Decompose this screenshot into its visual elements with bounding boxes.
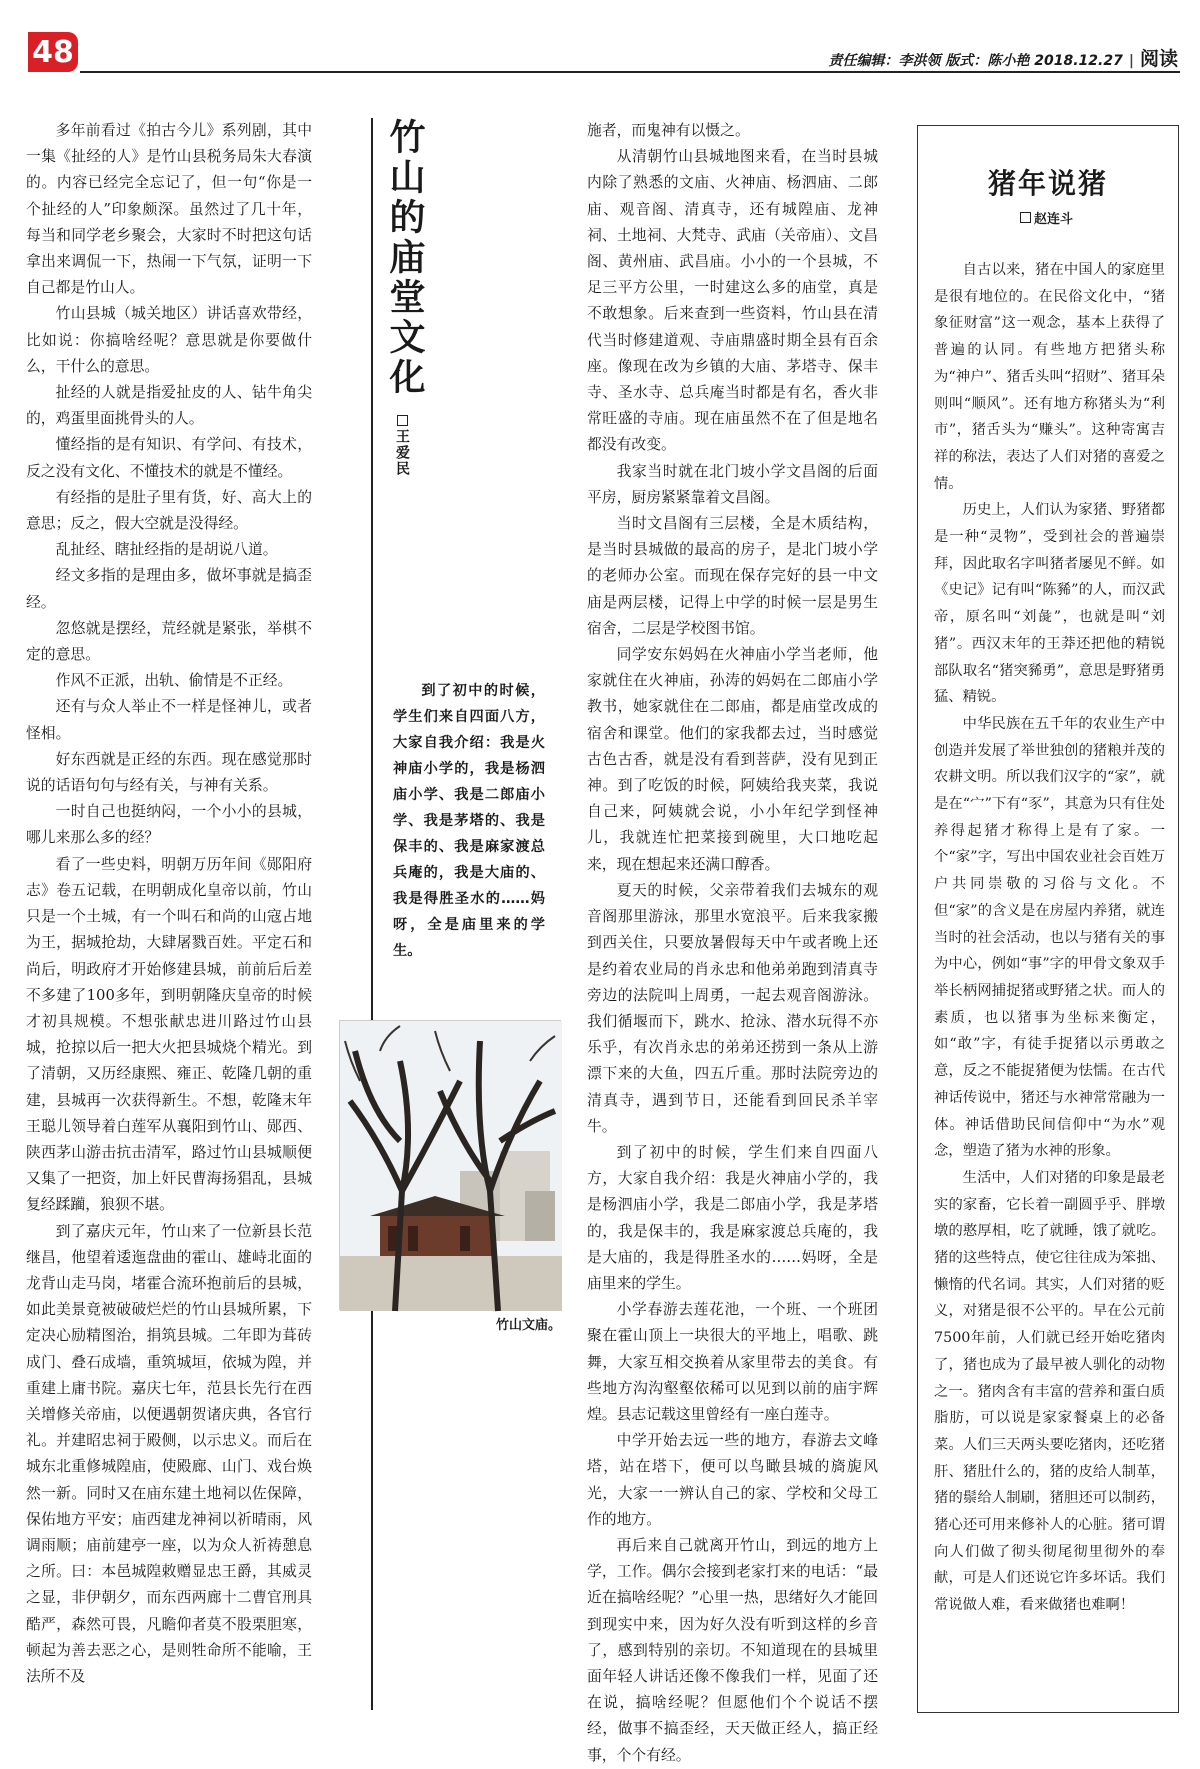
article-author-name: 王爱民 — [394, 429, 410, 477]
page-number-badge: 48 — [28, 32, 78, 72]
editor-line: 责任编辑：李洪领 版式：陈小艳 2018.12.27 — [828, 53, 1123, 69]
sidebar-author — [1020, 208, 1073, 227]
paragraph: 中学开始去远一些的地方，春游去文峰塔，站在塔下，便可以鸟瞰县城的旖旎风光，大家一一辨认自己的家、学校和父母工作的地方。 — [587, 1432, 878, 1528]
pull-quote — [393, 678, 545, 964]
paragraph: 施者，而鬼神有以慑之。 — [587, 122, 750, 139]
article-title: 竹山的庙堂文化 — [384, 118, 425, 398]
paragraph: 到了初中的时候，学生们来自四面八方，大家自我介绍：我是火神庙小学的，我是杨泗庙小学，我是二郎庙小学，我是茅塔的，我是保丰的，我是麻家渡总兵庵的，我是大庙的，我是得胜圣水的……妈呀，全是庙里来的学生。 — [587, 1143, 878, 1292]
masthead — [829, 44, 1178, 71]
photo-caption: 竹山文庙。 — [496, 1318, 562, 1333]
paragraph: 我家当时就在北门坡小学文昌阁的后面平房，厨房紧紧靠着文昌阁。 — [587, 462, 878, 506]
paragraph: 好东西就是正经的东西。现在感觉那时说的话语句句与经有关，与神有关系。 — [26, 750, 312, 795]
paragraph: 懂经指的是有知识、有学问、有技术，反之没有文化、不懂技术的就是不懂经。 — [26, 436, 312, 480]
header-rule — [80, 71, 1180, 73]
paragraph: 当时文昌阁有三层楼，全是木质结构，是当时县城做的最高的房子，是北门坡小学的老师办公室。而现在保存完好的县一中文庙是两层楼，记得上中学的时候一层是男生宿舍，二层是学校图书馆。 — [587, 515, 878, 637]
paragraph: 历史上，人们认为家猪、野猪都是一种“灵物”，受到社会的普遍崇拜，因此取名字叫猪者屡见不鲜。如《史记》记有叫“陈豨”的人，而汉武帝，原名叫“刘彘”，也就是叫“刘猪”。西汉末年的王莽还把他的精锐部队取名“猪突豨勇”，意思是野猪勇猛、精锐。 — [934, 502, 1165, 706]
sidebar-author-name: 赵连斗 — [1034, 212, 1074, 227]
paragraph: 从清朝竹山县城地图来看，在当时县城内除了熟悉的文庙、火神庙、杨泗庙、二郎庙、观音阁、清真寺，还有城隍庙、龙神祠、土地祠、大梵寺、武庙（关帝庙）、文昌阁、黄州庙、武昌庙。小小的一个县城，不足三平方公里，一时建这么多的庙堂，真是不敢想象。后来查到一些资料，竹山县在清代当时修建道观、寺庙鼎盛时期全县有百余座。像现在改为乡镇的大庙、茅塔寺、保丰寺、圣水寺、总兵庵当时都是有名，香火非常旺盛的寺庙。现在庙虽然不在了但是地名都没有改变。 — [587, 148, 878, 454]
temple-photo-illustration — [340, 1021, 562, 1311]
paragraph: 经文多指的是理由多，做坏事就是搞歪经。 — [26, 567, 312, 611]
paragraph: 夏天的时候，父亲带着我们去城东的观音阁那里游泳，那里水宽浪平。后来我家搬到西关住，只要放暑假每天中午或者晚上还是约着农业局的肖永忠和他弟弟跑到清真寺旁边的法院叫上周勇，一起去观音阁游泳。我们循堰而下，跳水、抢泳、潜水玩得不亦乐乎，有次肖永忠的弟弟还捞到一条从上游漂下来的大鱼，四五斤重。那时法院旁边的清真寺，遇到节日，还能看到回民杀羊宰牛。 — [587, 881, 878, 1135]
paragraph: 看了一些史料，明朝万历年间《郧阳府志》卷五记载，在明朝成化皇帝以前，竹山只是一个土城，有一个叫石和尚的山寇占地为王，据城抢劫，大肆屠戮百姓。平定石和尚后，明政府才开始修建县城，前前后后差不多建了100多年，到明朝隆庆皇帝的时候才初具规模。不想张献忠进川路过竹山县城，抢掠以后一把大火把县城烧个精光。到了清朝，又历经康熙、雍正、乾隆几朝的重建，县城再一次获得新生。不想，乾隆末年王聪儿领导着白莲军从襄阳到竹山、郧西、陕西茅山游击抗击清军，路过竹山县城顺便又集了一把资，加上奸民曹海扬猖乱，县城复经蹂躏，狼狈不堪。 — [26, 855, 312, 1214]
paragraph: 作风不正派，出轨、偷情是不正经。 — [55, 672, 293, 690]
paragraph: 扯经的人就是指爱扯皮的人、钻牛角尖的，鸡蛋里面挑骨头的人。 — [26, 384, 312, 428]
title-rule — [371, 118, 373, 1710]
author-box-icon — [1020, 212, 1031, 223]
paragraph: 一时自己也挺纳闷，一个小小的县城，哪儿来那么多的经？ — [26, 803, 312, 847]
author-box-icon — [397, 415, 408, 426]
sidebar-title: 猪年说猪 — [987, 167, 1108, 200]
paragraph: 竹山县城（城关地区）讲话喜欢带经，比如说：你搞啥经呢？意思就是你要做什么，干什么的意思。 — [26, 305, 312, 375]
article-title-block — [383, 118, 425, 398]
masthead-separator: | — [1128, 53, 1134, 69]
paragraph: 小学春游去莲花池，一个班、一个班团聚在霍山顶上一块很大的平地上，唱歌、跳舞，大家互相交换着从家里带去的美食。有些地方沟沟壑壑依稀可以见到以前的庙宇辉煌。县志记载这里曾经有一座白莲寺。 — [587, 1301, 878, 1423]
article-column-1 — [26, 118, 312, 1710]
section-name: 阅读 — [1139, 48, 1178, 70]
paragraph: 还有与众人举止不一样是怪神儿，或者怪相。 — [26, 698, 312, 742]
paragraph: 到了嘉庆元年，竹山来了一位新县长范继昌，他望着逶迤盘曲的霍山、雄峙北面的龙背山走马岗，堵霍合流环抱前后的县城，如此美景竟被破破烂烂的竹山县城所累，下定决心励精图治，捐筑县城。二年即为葺砖成门、叠石成墙，重筑城垣，依城为隍，并重建上庸书院。嘉庆七年，范县长先行在西关增修关帝庙，以便遇朝贺诸庆典，各官行礼。并建昭忠祠于殿侧，以示忠义。而后在城东北重修城隍庙，使殿廊、山门、戏台焕然一新。同时又在庙东建土地祠以佐保障，保佑地方平安；庙西建龙神祠以祈晴雨，风调雨顺；庙前建亭一座，以为众人祈祷憩息之所。曰：本邑城隍敕赠显忠王爵，其威灵之显，非伊朝夕，而东西两廊十二曹官刑具酷严，森然可畏，凡瞻仰者莫不股栗胆寒，顿起为善去恶之心，是则牲命所不能喻，王法所不及 — [26, 1222, 312, 1685]
paragraph: 生活中，人们对猪的印象是最老实的家畜，它长着一副圆乎乎、胖墩墩的憨厚相，吃了就睡，饿了就吃。猪的这些特点，使它往往成为笨拙、懒惰的代名词。其实，人们对猪的贬义，对猪是很不公平的。早在公元前7500年前，人们就已经开始吃猪肉了，猪也成为了最早被人驯化的动物之一。猪肉含有丰富的营养和蛋白质脂肪，可以说是家家餐桌上的必备菜。人们三天两头要吃猪肉，还吃猪肝、猪肚什么的，猪的皮给人制革，猪的鬃给人制刷，猪胆还可以制药，猪心还可用来修补人的心脏。猪可谓向人们做了彻头彻尾彻里彻外的奉献，可是人们还说它许多坏话。我们常说做人难，看来做猪也难啊！ — [934, 1169, 1165, 1614]
paragraph: 有经指的是肚子里有货，好、高大上的意思；反之，假大空就是没得经。 — [26, 488, 312, 533]
paragraph: 自古以来，猪在中国人的家庭里是很有地位的。在民俗文化中，“猪象征财富”这一观念，基本上获得了普遍的认同。有些地方把猪头称为“神户”、猪舌头叫“招财”、猪耳朵则叫“顺风”。还有地方称猪头为“利市”，猪舌头为“赚头”。这种寄寓吉祥的称法，表达了人们对猪的喜爱之情。 — [934, 262, 1165, 492]
paragraph: 中华民族在五千年的农业生产中创造并发展了举世独创的猪粮并茂的农耕文明。所以我们汉字的“家”，就是在“宀”下有“豕”，其意为只有住处养得起猪才称得上是有了家。一个“家”字，写出中国农业社会百姓万户共同崇敬的习俗与文化。不但“家”的含义是在房屋内养猪，就连当时的社会活动，也以与猪有关的事为中心，例如“事”字的甲骨文象双手举长柄网捕捉猪或野猪之状。而人的素质，也以猪事为坐标来衡定，如“敢”字，有徒手捉猪以示勇敢之意，反之不能捉猪便为怯懦。在古代神话传说中，猪还与水神常常融为一体。神话借助民间信仰中“为水”观念，塑造了猪为水神的形象。 — [934, 715, 1165, 1160]
paragraph: 再后来自己就离开竹山，到远的地方上学，工作。偶尔会接到老家打来的电话：“最近在搞啥经呢？”心里一热，思绪好久才能回到现实中来，因为好久没有听到这样的乡音了，感到特别的亲切。不知道现在的县城里面年轻人讲话还像不像我们一样，见面了还在说，搞啥经呢？但愿他们个个说话不摆经，做事不搞歪经，天天做正经人，搞正经事，个个有经。 — [587, 1536, 878, 1764]
temple-photo — [339, 1020, 561, 1310]
paragraph: 乱扯经、瞎扯经指的是胡说八道。 — [55, 541, 278, 559]
paragraph: 同学安东妈妈在火神庙小学当老师，他家就住在火神庙，孙涛的妈妈在二郎庙小学教书，她家就住在二郎庙，都是庙堂改成的宿舍和课堂。他们的家我都去过，当时感觉古色古香，就是没有看到菩萨，没有见到正神。到了吃饭的时候，阿姨给我夹菜，我说自己来，阿姨就会说，小小年纪学到怪神儿，我就连忙把菜接到碗里，大口地吃起来，现在想起来还满口醇香。 — [587, 646, 878, 873]
pull-quote-text: 到了初中的时候，学生们来自四面八方，大家自我介绍：我是火神庙小学的，我是杨泗庙小学、我是二郎庙小学、我是茅塔的、我是保丰的、我是麻家渡总兵庵的，我是大庙的、我是得胜圣水的……妈呀，全是庙里来的学生。 — [393, 683, 545, 959]
sidebar-text — [934, 257, 1165, 1702]
paragraph: 忽悠就是摆经，荒经就是紧张，举棋不定的意思。 — [26, 619, 312, 664]
article-author — [392, 415, 412, 477]
paragraph: 多年前看过《拍古今儿》系列剧，其中一集《扯经的人》是竹山县税务局朱大春演的。内容已经完全忘记了，但一句“你是一个扯经的人”印象颇深。虽然过了几十年，每当和同学老乡聚会，大家时不时把这句话拿出来调侃一下，热闹一下气氛，证明一下自己都是竹山人。 — [26, 122, 312, 297]
article-column-3 — [587, 118, 878, 1764]
